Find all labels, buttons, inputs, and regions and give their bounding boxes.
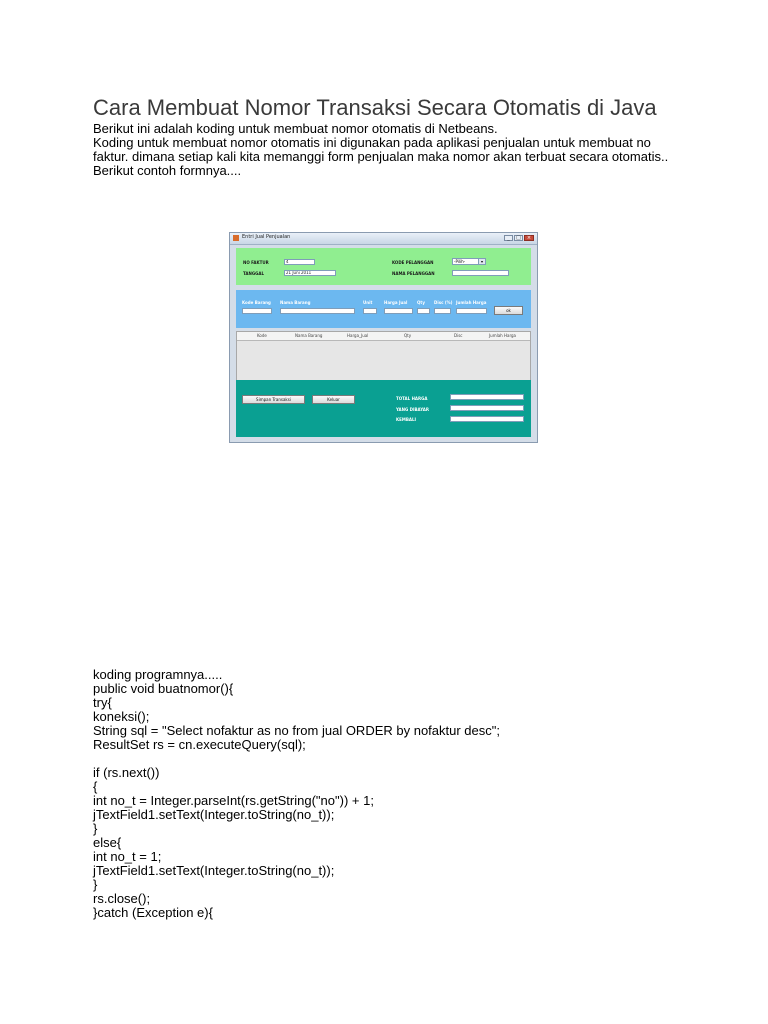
code-line: public void buatnomor(){ bbox=[93, 681, 234, 696]
kembali-field[interactable] bbox=[450, 416, 524, 422]
kode-barang-label: Kode Barang bbox=[242, 300, 271, 305]
code-section bbox=[93, 668, 500, 920]
tanggal-label: TANGGAL bbox=[243, 271, 265, 276]
unit-label: Unit bbox=[363, 300, 373, 305]
total-harga-field[interactable] bbox=[450, 394, 524, 400]
code-line: int no_t = 1; bbox=[93, 849, 162, 864]
code-line: String sql = "Select nofaktur as no from jual ORDER by nofaktur desc"; bbox=[93, 723, 500, 738]
code-line: ResultSet rs = cn.executeQuery(sql); bbox=[93, 737, 306, 752]
save-transaction-button[interactable]: Simpan Transaksi bbox=[242, 395, 305, 404]
article bbox=[93, 94, 733, 178]
code-line: if (rs.next()) bbox=[93, 765, 160, 780]
maximize-icon[interactable]: □ bbox=[514, 235, 523, 241]
code-line bbox=[93, 752, 500, 766]
intro-line: Berikut ini adalah koding untuk membuat nomor otomatis di Netbeans. bbox=[93, 121, 498, 136]
nama-barang-field[interactable] bbox=[280, 308, 355, 314]
intro-line: Koding untuk membuat nomor otomatis ini digunakan pada aplikasi penjualan untuk membuat no bbox=[93, 135, 651, 150]
header-panel bbox=[236, 248, 531, 285]
app-icon bbox=[233, 235, 239, 241]
code-line: } bbox=[93, 821, 98, 836]
nama-pelanggan-field[interactable] bbox=[452, 270, 509, 276]
unit-field[interactable] bbox=[363, 308, 377, 314]
column-header[interactable]: Disc bbox=[454, 333, 463, 338]
total-harga-label: TOTAL HARGA bbox=[396, 396, 428, 401]
kode-pelanggan-select[interactable] bbox=[452, 258, 486, 265]
qty-label: Qty bbox=[417, 300, 425, 305]
nama-pelanggan-label: NAMA PELANGGAN bbox=[392, 271, 435, 276]
column-header[interactable]: Qty bbox=[404, 333, 412, 338]
column-header[interactable]: Harga_Jual bbox=[347, 333, 369, 338]
code-line: int no_t = Integer.parseInt(rs.getString("no")) + 1; bbox=[93, 793, 374, 808]
column-header[interactable]: Kode bbox=[257, 333, 267, 338]
window-titlebar bbox=[230, 233, 537, 245]
code-line: jTextField1.setText(Integer.toString(no_t)); bbox=[93, 863, 335, 878]
column-header[interactable]: Jumlah Harga bbox=[489, 333, 517, 338]
kode-pelanggan-label: KODE PELANGGAN bbox=[392, 260, 434, 265]
disc-field[interactable] bbox=[434, 308, 451, 314]
code-intro: koding programnya..... bbox=[93, 667, 223, 682]
ok-button[interactable]: ok bbox=[494, 306, 523, 315]
exit-button[interactable]: Keluar bbox=[312, 395, 355, 404]
code-line: else{ bbox=[93, 835, 122, 850]
column-header[interactable]: Nama Barang bbox=[295, 333, 323, 338]
kode-barang-field[interactable] bbox=[242, 308, 272, 314]
kode-pelanggan-value: -Pilih- bbox=[454, 259, 466, 264]
yang-dibayar-field[interactable] bbox=[450, 405, 524, 411]
intro-line: faktur. dimana setiap kali kita memanggi form penjualan maka nomor akan terbuat secara otomatis.. bbox=[93, 149, 669, 164]
qty-field[interactable] bbox=[417, 308, 430, 314]
code-line: { bbox=[93, 779, 98, 794]
code-line: rs.close(); bbox=[93, 891, 151, 906]
jumlah-harga-label: Jumlah Harga bbox=[456, 300, 487, 305]
nama-barang-label: Nama Barang bbox=[280, 300, 311, 305]
chevron-down-icon[interactable]: ▾ bbox=[478, 259, 485, 264]
jumlah-harga-field[interactable] bbox=[456, 308, 487, 314]
no-faktur-field[interactable]: 4 bbox=[284, 259, 315, 265]
yang-dibayar-label: YANG DIBAYAR bbox=[396, 407, 429, 412]
kembali-label: KEMBALI bbox=[396, 417, 416, 422]
no-faktur-label: NO FAKTUR bbox=[243, 260, 269, 265]
code-line: }catch (Exception e){ bbox=[93, 905, 213, 920]
article-title: Cara Membuat Nomor Transaksi Secara Otomatis di Java bbox=[93, 95, 657, 120]
table-header bbox=[237, 332, 530, 341]
code-line: jTextField1.setText(Integer.toString(no_t)); bbox=[93, 807, 335, 822]
code-line: } bbox=[93, 877, 98, 892]
close-icon[interactable]: × bbox=[524, 235, 534, 241]
disc-label: Disc (%) bbox=[434, 300, 453, 305]
form-screenshot bbox=[229, 232, 538, 443]
harga-jual-field[interactable] bbox=[384, 308, 413, 314]
footer-panel bbox=[236, 380, 531, 437]
tanggal-field[interactable]: 21 Juni 2011 bbox=[284, 270, 336, 276]
code-line: koneksi(); bbox=[93, 709, 150, 724]
item-panel bbox=[236, 290, 531, 328]
window-title: Entri Jual Penjualan bbox=[242, 234, 291, 240]
code-line: try{ bbox=[93, 695, 112, 710]
minimize-icon[interactable]: _ bbox=[504, 235, 513, 241]
intro-line: Berikut contoh formnya.... bbox=[93, 163, 242, 178]
harga-jual-label: Harga Jual bbox=[384, 300, 408, 305]
